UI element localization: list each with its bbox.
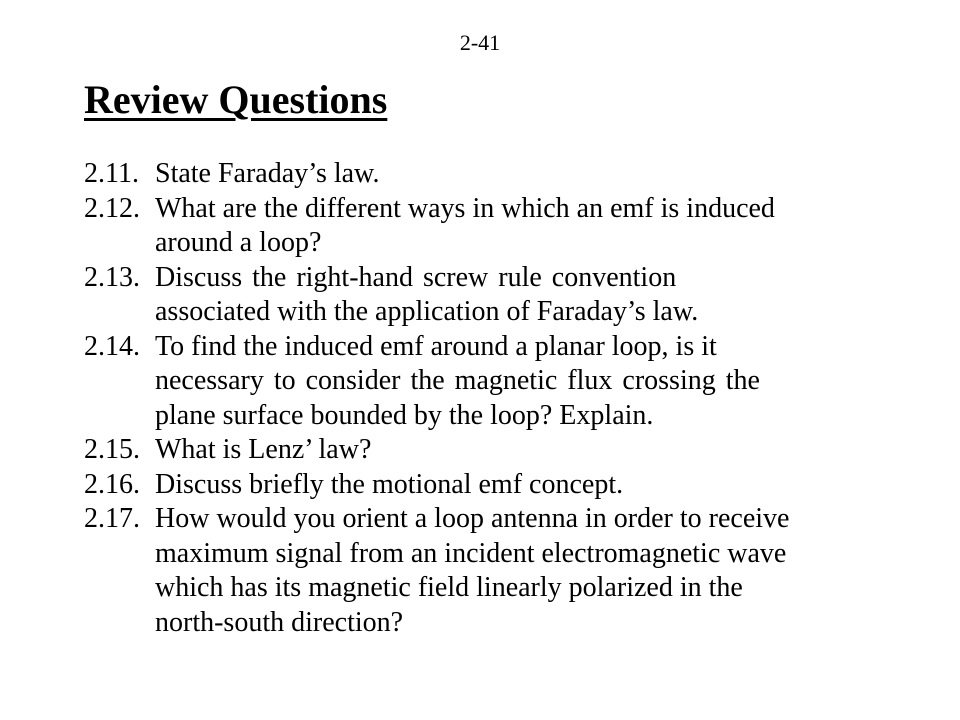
question-line: necessary to consider the magnetic flux crossing the	[155, 365, 760, 396]
question-line: around a loop?	[155, 227, 322, 258]
question-text	[155, 433, 904, 468]
question-text	[155, 502, 904, 640]
question-line: What is Lenz’ law?	[155, 434, 372, 465]
question-number: 2.12.	[84, 192, 140, 224]
question-line: To find the induced emf around a planar loop, is it	[155, 330, 717, 362]
question-line: Discuss the right-hand screw rule convention	[155, 261, 677, 293]
question-item	[84, 433, 904, 468]
page-number: 2-41	[459, 30, 501, 55]
question-line: What are the different ways in which an emf is induced	[155, 192, 775, 224]
question-text	[155, 330, 904, 434]
question-number: 2.16.	[84, 468, 140, 500]
question-line: north-south direction?	[155, 606, 404, 638]
question-item	[84, 468, 904, 503]
question-line: maximum signal from an incident electromagnetic wave	[155, 537, 787, 569]
question-item	[84, 157, 904, 192]
question-text	[155, 261, 904, 330]
question-text	[155, 157, 904, 192]
page-title: Review Questions	[84, 77, 388, 122]
question-item	[84, 330, 904, 434]
question-number: 2.15.	[84, 434, 140, 465]
question-line: plane surface bounded by the loop? Explain.	[155, 399, 654, 431]
question-item	[84, 502, 904, 640]
question-line: which has its magnetic field linearly polarized in the	[155, 572, 743, 603]
question-number: 2.14.	[84, 330, 140, 362]
question-line: Discuss briefly the motional emf concept.	[155, 468, 624, 500]
question-number: 2.13.	[84, 261, 140, 293]
question-text	[155, 468, 904, 503]
question-list	[84, 157, 904, 640]
question-number: 2.11.	[84, 158, 139, 189]
question-text	[155, 192, 904, 261]
question-number: 2.17.	[84, 503, 140, 534]
question-line: State Faraday’s law.	[155, 158, 380, 189]
question-item	[84, 192, 904, 261]
question-line: associated with the application of Faraday’s law.	[155, 296, 699, 327]
question-item	[84, 261, 904, 330]
question-line: How would you orient a loop antenna in order to receive	[155, 503, 790, 534]
